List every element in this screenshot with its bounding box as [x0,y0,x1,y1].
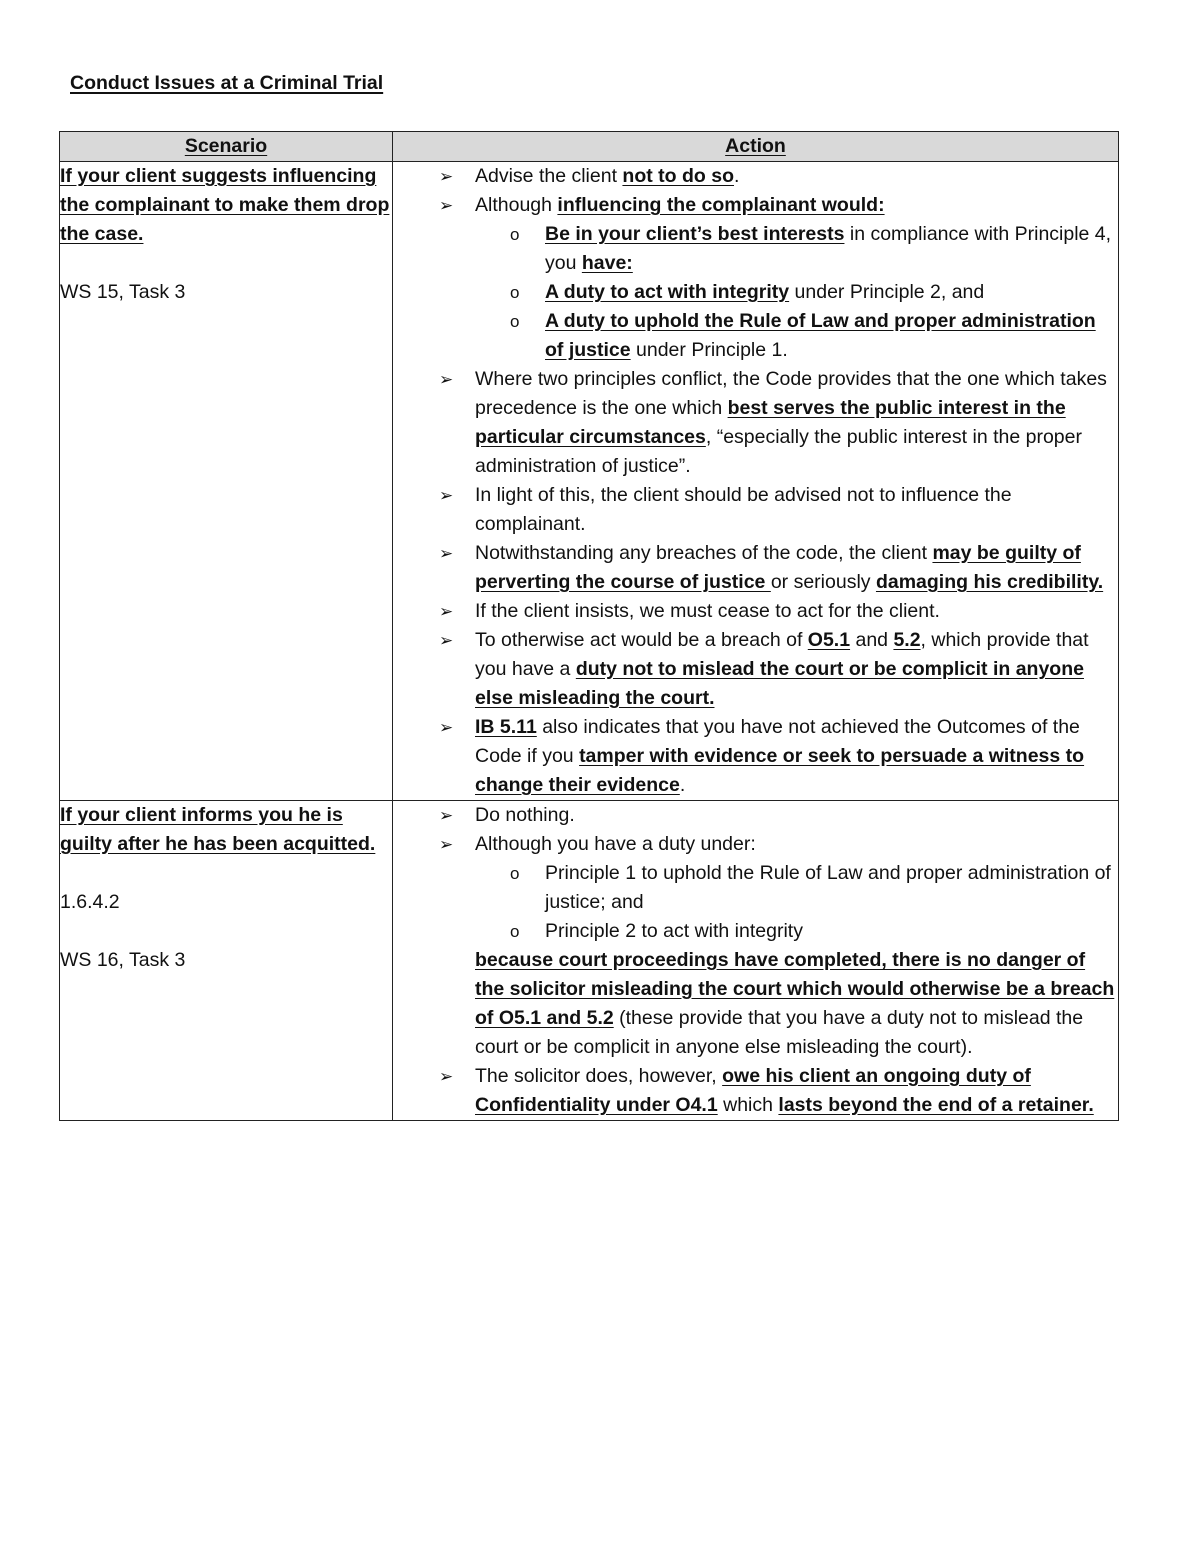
action-cell [393,801,1119,1121]
scenario-ref: 1.6.4.2 [60,891,120,913]
list-item: ➢ Although influencing the complainant would: o Be in your client’s best interests in compliance with Principle 4, you have: o A duty to act with integrity under Principle 2, and o A duty to uphold the Rule of Law and proper administration of justice under Principle 1. [393,191,1118,365]
header-scenario: Scenario [60,132,393,162]
action-sublist [475,220,1118,365]
page-title: Conduct Issues at a Criminal Trial [70,72,384,94]
arrowhead-bullet-icon: ➢ [439,196,454,215]
action-sublist [475,859,1118,946]
list-item: o Principle 2 to act with integrity [393,917,1118,946]
scenario-cell [60,801,393,1121]
circle-bullet-icon: o [510,864,520,883]
header-action: Action [393,132,1119,162]
action-list [393,162,1118,800]
scenario-cell [60,162,393,801]
scenario-title: If your client informs you he is guilty after he has been acquitted. [60,804,376,855]
arrowhead-bullet-icon: ➢ [439,806,454,825]
list-item: ➢ Do nothing. [393,801,1118,830]
list-item: ➢ Although you have a duty under: o Principle 1 to uphold the Rule of Law and proper administration of justice; and o Principle 2 to act with integrity [393,830,1118,946]
scenario-ref: WS 15, Task 3 [60,281,186,303]
action-list [393,801,1118,946]
list-item: o A duty to uphold the Rule of Law and proper administration of justice under Principle 1. [393,307,1118,365]
circle-bullet-icon: o [510,312,520,331]
list-item: ➢ If the client insists, we must cease to act for the client. [393,597,1118,626]
list-item: ➢ Notwithstanding any breaches of the code, the client may be guilty of perverting the course of justice or seriously damaging his credibility. [393,539,1118,597]
continuation-paragraph: because court proceedings have completed, there is no danger of the solicitor misleading the court which would otherwise be a breach of O5.1 and 5.2 (these provide that you have a duty not to mislead the court or be complicit in anyone else misleading the court). [475,949,1115,1058]
circle-bullet-icon: o [510,283,520,302]
scenario-ref: WS 16, Task 3 [60,949,186,971]
list-item: o Principle 1 to uphold the Rule of Law and proper administration of justice; and [393,859,1118,917]
list-item: ➢ The solicitor does, however, owe his client an ongoing duty of Confidentiality under O4.1 which lasts beyond the end of a retainer. [393,1062,1118,1120]
table-header-row [60,132,1119,162]
arrowhead-bullet-icon: ➢ [439,544,454,563]
arrowhead-bullet-icon: ➢ [439,835,454,854]
circle-bullet-icon: o [510,225,520,244]
arrowhead-bullet-icon: ➢ [439,167,454,186]
list-item: o Be in your client’s best interests in compliance with Principle 4, you have: [393,220,1118,278]
action-cell [393,162,1119,801]
table-row [60,162,1119,801]
list-item: ➢ Advise the client not to do so. [393,162,1118,191]
arrowhead-bullet-icon: ➢ [439,1067,454,1086]
list-item: ➢ To otherwise act would be a breach of O5.1 and 5.2, which provide that you have a duty not to mislead the court or be complicit in anyone else misleading the court. [393,626,1118,713]
arrowhead-bullet-icon: ➢ [439,486,454,505]
arrowhead-bullet-icon: ➢ [439,602,454,621]
list-item: ➢ Where two principles conflict, the Code provides that the one which takes precedence is the one which best serves the public interest in the particular circumstances, “especially the public interest in the proper administration of justice”. [393,365,1118,481]
table-row [60,801,1119,1121]
circle-bullet-icon: o [510,922,520,941]
list-item: ➢ In light of this, the client should be advised not to influence the complainant. [393,481,1118,539]
action-list [393,1062,1118,1120]
scenario-title: If your client suggests influencing the complainant to make them drop the case. [60,165,390,245]
arrowhead-bullet-icon: ➢ [439,718,454,737]
conduct-table [59,131,1119,1121]
arrowhead-bullet-icon: ➢ [439,370,454,389]
arrowhead-bullet-icon: ➢ [439,631,454,650]
list-item: o A duty to act with integrity under Principle 2, and [393,278,1118,307]
list-item: ➢ IB 5.11 also indicates that you have not achieved the Outcomes of the Code if you tamper with evidence or seek to persuade a witness to change their evidence. [393,713,1118,800]
